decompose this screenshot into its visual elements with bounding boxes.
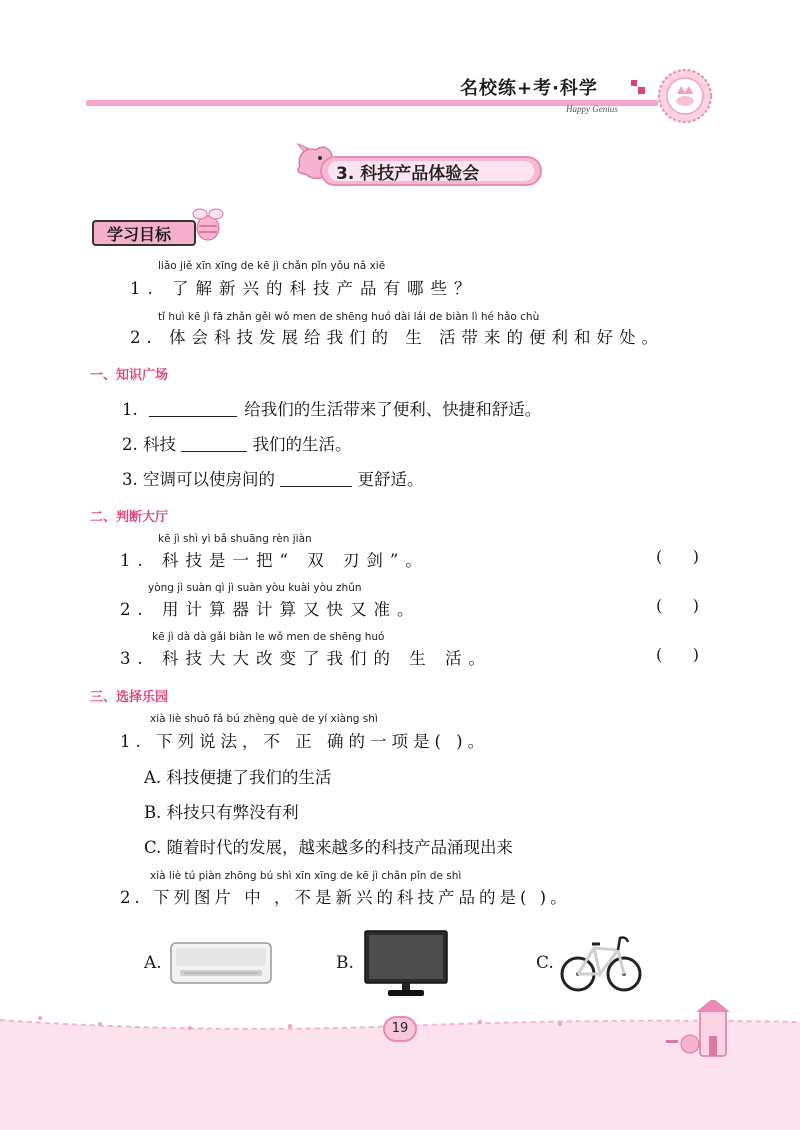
choice-2-pinyin: xià liè tú piàn zhōng bú shì xīn xīng de kē jì chǎn pǐn de shì <box>150 870 462 882</box>
bee-mascot-icon <box>190 204 226 244</box>
judge-1-pinyin: kē jì shì yì bǎ shuāng rèn jiàn <box>158 533 312 545</box>
goal-1-text: 1. 了解新兴的科技产品有哪些？ <box>130 279 478 298</box>
choice-1-option-c[interactable]: C. 随着时代的发展，越来越多的科技产品涌现出来 <box>144 838 514 857</box>
fill-item-2-after: 我们的生活。 <box>252 435 352 454</box>
fill-blank-1[interactable] <box>149 401 237 417</box>
judge-2-text: 2. 用计算器计算又快又准。 <box>120 600 421 619</box>
fill-blank-2[interactable] <box>181 436 247 452</box>
fill-item-2-before: 2. 科技 <box>122 435 176 454</box>
monitor-icon[interactable] <box>364 930 448 998</box>
judge-2-pinyin: yòng jì suàn qì jì suàn yòu kuài yòu zhǔn <box>148 582 362 594</box>
picture-choice-b-label[interactable]: B. <box>336 953 354 973</box>
picture-choice-c-label[interactable]: C. <box>536 953 554 973</box>
fill-item-3 <box>122 466 424 490</box>
judge-3-text: 3. 科技大大改变了我们的 生 活。 <box>120 649 492 668</box>
fill-blank-3[interactable] <box>280 471 352 487</box>
fill-item-2 <box>122 431 352 455</box>
header-square-icon <box>631 80 645 96</box>
fill-item-1-after: 给我们的生活带来了便利、快捷和舒适。 <box>244 400 542 419</box>
header-title: 名校练+考·科学 <box>460 78 598 99</box>
bicycle-icon[interactable] <box>560 922 642 998</box>
learning-goals-label: 学习目标 <box>107 225 172 244</box>
section-knowledge-heading: 一、知识广场 <box>90 368 169 383</box>
choice-1-text: 1. 下列说法，不 正 确的一项是( )。 <box>120 732 490 751</box>
page-number: 19 <box>383 1016 417 1042</box>
choice-1-pinyin: xià liè shuō fǎ bú zhèng què de yí xiàng shì <box>150 713 378 725</box>
section-choice-heading: 三、选择乐园 <box>90 690 169 705</box>
choice-1-option-a[interactable]: A. 科技便捷了我们的生活 <box>144 768 332 787</box>
goal-1-pinyin: liǎo jiě xīn xīng de kē jì chǎn pǐn yǒu nǎ xiē <box>158 260 386 272</box>
judge-1-answer[interactable]: ( ) <box>656 547 699 566</box>
header-subtitle: Happy Genius <box>566 104 618 114</box>
section-judge-heading: 二、判断大厅 <box>90 510 169 525</box>
judge-1-text: 1. 科技是一把“ 双 刃剑”。 <box>120 551 429 570</box>
judge-3-answer[interactable]: ( ) <box>656 645 699 664</box>
brand-badge-icon <box>657 68 713 124</box>
air-conditioner-icon[interactable] <box>170 942 272 984</box>
goal-2-pinyin: tǐ huì kē jì fā zhǎn gěi wǒ men de shēng huó dài lái de biàn lì hé hǎo chù <box>158 311 540 323</box>
judge-2-answer[interactable]: ( ) <box>656 596 699 615</box>
fill-item-1-num: 1. <box>122 400 138 419</box>
fill-item-3-after: 更舒适。 <box>357 470 424 489</box>
lesson-title: 3. 科技产品体验会 <box>336 164 480 184</box>
choice-2-text: 2. 下列图片 中 ，不是新兴的科技产品的是( )。 <box>120 888 571 907</box>
fill-item-3-before: 3. 空调可以使房间的 <box>122 470 275 489</box>
picture-choice-a-label[interactable]: A. <box>144 953 162 973</box>
choice-1-option-b[interactable]: B. 科技只有弊没有利 <box>144 803 299 822</box>
fill-item-1 <box>122 396 541 420</box>
judge-3-pinyin: kē jì dà dà gǎi biàn le wǒ men de shēng huó <box>152 631 385 643</box>
goal-2-text: 2. 体会科技发展给我们的 生 活带来的便利和好处。 <box>130 328 664 347</box>
